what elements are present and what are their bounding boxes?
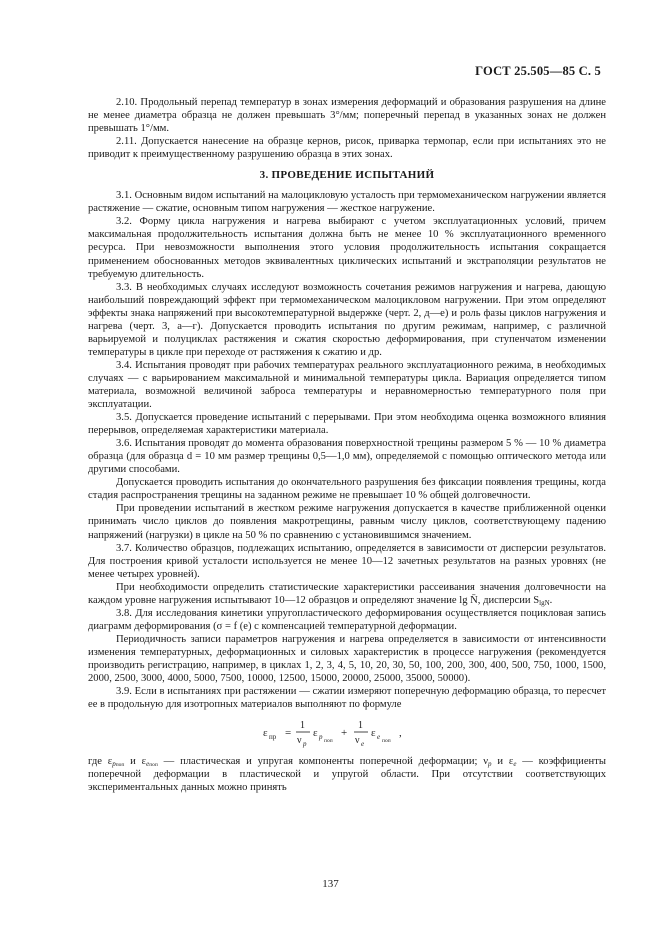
formula-nu-2: ν: [355, 735, 360, 747]
where-sub-e: [146, 760, 158, 768]
paragraph-3-7: 3.7. Количество образцов, подлежащих испытанию, определяется в зависимости от дисперсии результатов. Для построения кривой усталости используется не менее 10—12 зачетных результатов на разных уровнях (не менее четырех уровней).: [88, 542, 606, 580]
formula-plus: +: [341, 727, 348, 740]
where-sub-p-letter: p: [112, 760, 116, 769]
formula-nu-1-sub: p: [303, 740, 307, 749]
formula-num-1: 1: [300, 720, 305, 732]
paragraph-3-9: 3.9. Если в испытаниях при растяжении — сжатии измеряют поперечную деформацию образца, то пересчет ее в продольную для изотропных материалов выполняют по формуле: [88, 686, 606, 711]
formula-lhs: ε: [263, 727, 268, 740]
paragraph-hard-loading: При проведении испытаний в жестком режиме нагружения допускается в качестве приближенной оценки принимать число циклов до появления макротрещины, равным числу циклов, соответствующему падению напряжений (нагрузки) в цикле на 50 % по сравнению с установившимся значением.: [88, 503, 606, 541]
formula-nu-2-sub: e: [361, 740, 365, 749]
where-sub-e-letter: e: [146, 760, 150, 769]
paragraph-3-6-cont: Допускается проводить испытания до окончательного разрушения без фиксации появления трещины, когда стадия распространения трещины на заданном режиме не превышает 10 % общей долговечности.: [88, 477, 606, 502]
where-part-1: где ε: [88, 756, 113, 768]
formula-comma: ,: [399, 727, 402, 740]
paragraph-3-3: 3.3. В необходимых случаях исследуют возможность сочетания режимов нагружения и нагрева, дающую наибольший повреждающий эффект при термомеханическом малоцикловом нагружении. При этом определяют эффекты знака напряжений при высокотемпературной выдержке (черт. 2, д—е) и роль фазы циклов нагружения и нагрева (черт. 3, а—г). Допускается проводить испытания по другим режимам, например, с различной варьируемой и полуциклах растяжения и сжатия скоростью деформирования, при ступенчатом изменении температуры в цикле при переходе от растяжения к сжатию и др.: [88, 281, 606, 358]
paragraph-2-10: 2.10. Продольный перепад температур в зонах измерения деформаций и образования разрушения на длине не менее диаметра образца не должен превышать 3°/мм; поперечный перепад в указанных зонах не должен превышать 1°/мм.: [88, 97, 606, 135]
paragraph-periodicity: Периодичность записи параметров нагружения и нагрева определяется в зависимости от интенсивности изменения температурных, деформационных и силовых характеристик в процессе нагружения (рекомендуется производить регистрацию, например, в циклах 1, 2, 3, 4, 5, 10, 20, 30, 50, 100, 200, 300, 400, 500, 750, 1000, 1500, 2000, 2500, 3000, 4000, 5000, 7500, 10000, 12500, 15000, 20000, 25000, 35000, 50000).: [88, 633, 606, 685]
formula-eps-2: ε: [371, 727, 376, 740]
paragraph-statistics: [88, 581, 606, 607]
document-body: [88, 96, 606, 794]
where-part-4: и ε: [491, 756, 514, 768]
formula-eps-1: ε: [313, 727, 318, 740]
paragraph-3-1: 3.1. Основным видом испытаний на малоцикловую усталость при термомеханическом нагружении является растяжение — сжатие, основным типом нагружения — жесткое нагружение.: [88, 190, 606, 215]
where-part-5: — коэффициенты поперечной деформации в пластической и упругой области. При отсутствии соответствующих экспериментальных данных можно принять: [88, 756, 606, 794]
formula-nu-1: ν: [297, 735, 302, 747]
paragraph-3-5: 3.5. Допускается проведение испытаний с перерывами. При этом необходима оценка возможного влияния перерывов, определяемая характеристики материала.: [88, 412, 606, 437]
paragraph-3-6: 3.6. Испытания проводят до момента образования поверхностной трещины размером 5 % — 10 % диаметра образца (для образца d = 10 мм размер трещины 0,5—1,0 мм), определяемой с помощью оптического метода или другими способами.: [88, 438, 606, 476]
where-part-2: и ε: [124, 756, 147, 768]
page-header: ГОСТ 25.505—85 С. 5: [475, 64, 601, 78]
statistics-text: При необходимости определить статистические характеристики рассеивания значения долговечности на каждом уровне нагружения испытывают 10—12 образцов и определяют значение lg N̄, дисперсии S: [88, 581, 606, 606]
variance-tail: .: [549, 594, 553, 606]
where-eps-e-letter: e: [513, 760, 517, 769]
where-sub-p: [112, 760, 124, 768]
formula-eq: =: [285, 727, 292, 740]
paragraph-3-2: 3.2. Форму цикла нагружения и нагрева выбирают с учетом эксплуатационных условий, причем максимальная продолжительность испытания должна быть не менее 10 % эксплуатационного временного ресурса. При невозможности выполнения этого условия продолжительность испытания сокращается применением обоснованных методов эквивалентных циклических испытаний и экстраполяции результатов не требуемую длительность.: [88, 216, 606, 280]
variance-subscript: lgN: [539, 598, 550, 607]
formula-eps-2-sub: e: [377, 733, 381, 742]
section-title: 3. ПРОВЕДЕНИЕ ИСПЫТАНИЙ: [259, 169, 435, 182]
where-part-3: — пластическая и упругая компоненты поперечной деформации; ν: [157, 756, 489, 768]
where-nu-p-letter: p: [488, 760, 492, 769]
formula-num-2: 1: [358, 720, 363, 732]
paragraph-2-11: 2.11. Допускается нанесение на образце кернов, рисок, приварка термопар, если при испытаниях это не приводит к преимущественному разрушению образца в этих зонах.: [88, 136, 606, 161]
where-sub-p-pop: поп: [115, 762, 125, 769]
formula-eps-1-sub: p: [319, 733, 323, 742]
where-sub-e-pop: поп: [149, 762, 158, 769]
paragraph-3-8: 3.8. Для исследования кинетики упругопластического деформирования осуществляется поцикловая запись диаграмм деформирования (σ = f (e) с компенсацией температурной деформации.: [88, 607, 606, 632]
formula-lhs-sub: пр: [269, 733, 277, 742]
formula-eps-2-subsub: поп: [382, 738, 391, 745]
paragraph-3-4: 3.4. Испытания проводят при рабочих температурах реального эксплуатационного режима, в необходимых случаях — с варьированием максимальной и минимальной температуры цикла. Вариация определяется типом материала, возможной величиной заброса температуры и неравномерностью температурного поля при эксплуатации.: [88, 359, 606, 411]
formula-eps-1-subsub: поп: [324, 738, 333, 745]
paragraph-where: [88, 755, 606, 794]
formula: [88, 717, 606, 747]
page-number: 137: [322, 878, 339, 890]
formula-svg: [247, 717, 447, 749]
